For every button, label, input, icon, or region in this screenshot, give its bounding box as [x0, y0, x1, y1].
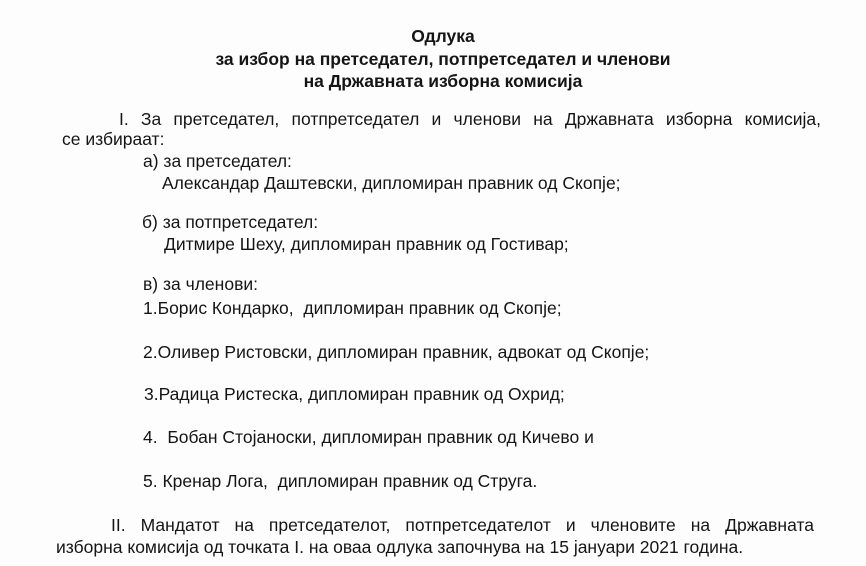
section1-intro-line2: се избираат: — [62, 129, 165, 149]
section2-line1: II. Мандатот на претседателот, потпретседателот и членовите на Државната — [111, 515, 814, 535]
vice-president-name: Дитмире Шеху, дипломиран правник од Гостивар; — [164, 234, 569, 254]
section1-intro-line1: I. За претседател, потпретседател и членови на Државната изборна комисија, — [119, 109, 821, 129]
member-item-3: 3.Радица Ристеска, дипломиран правник од Охрид; — [144, 384, 565, 404]
section2-line2: изборна комисија од точката I. на оваа одлука започнува на 15 јануари 2021 година. — [56, 537, 744, 557]
document-title: Одлука — [411, 26, 475, 46]
member-item-2: 2.Оливер Ристовски, дипломиран правник, адвокат од Скопје; — [143, 342, 650, 362]
member-item-1: 1.Борис Кондарко, дипломиран правник од Скопје; — [143, 298, 562, 318]
member-item-5: 5. Кренар Лога, дипломиран правник од Струга. — [143, 471, 538, 491]
document-subtitle-line2: на Државната изборна комисија — [303, 71, 583, 91]
document-subtitle-line1: за избор на претседател, потпретседател и членови — [215, 49, 671, 69]
president-name: Александар Даштевски, дипломиран правник од Скопје; — [162, 173, 621, 193]
president-label: а) за претседател: — [143, 151, 292, 171]
vice-president-label: б) за потпретседател: — [142, 212, 319, 232]
members-label: в) за членови: — [143, 274, 258, 294]
member-item-4: 4. Бобан Стојаноски, дипломиран правник од Кичево и — [143, 427, 594, 447]
